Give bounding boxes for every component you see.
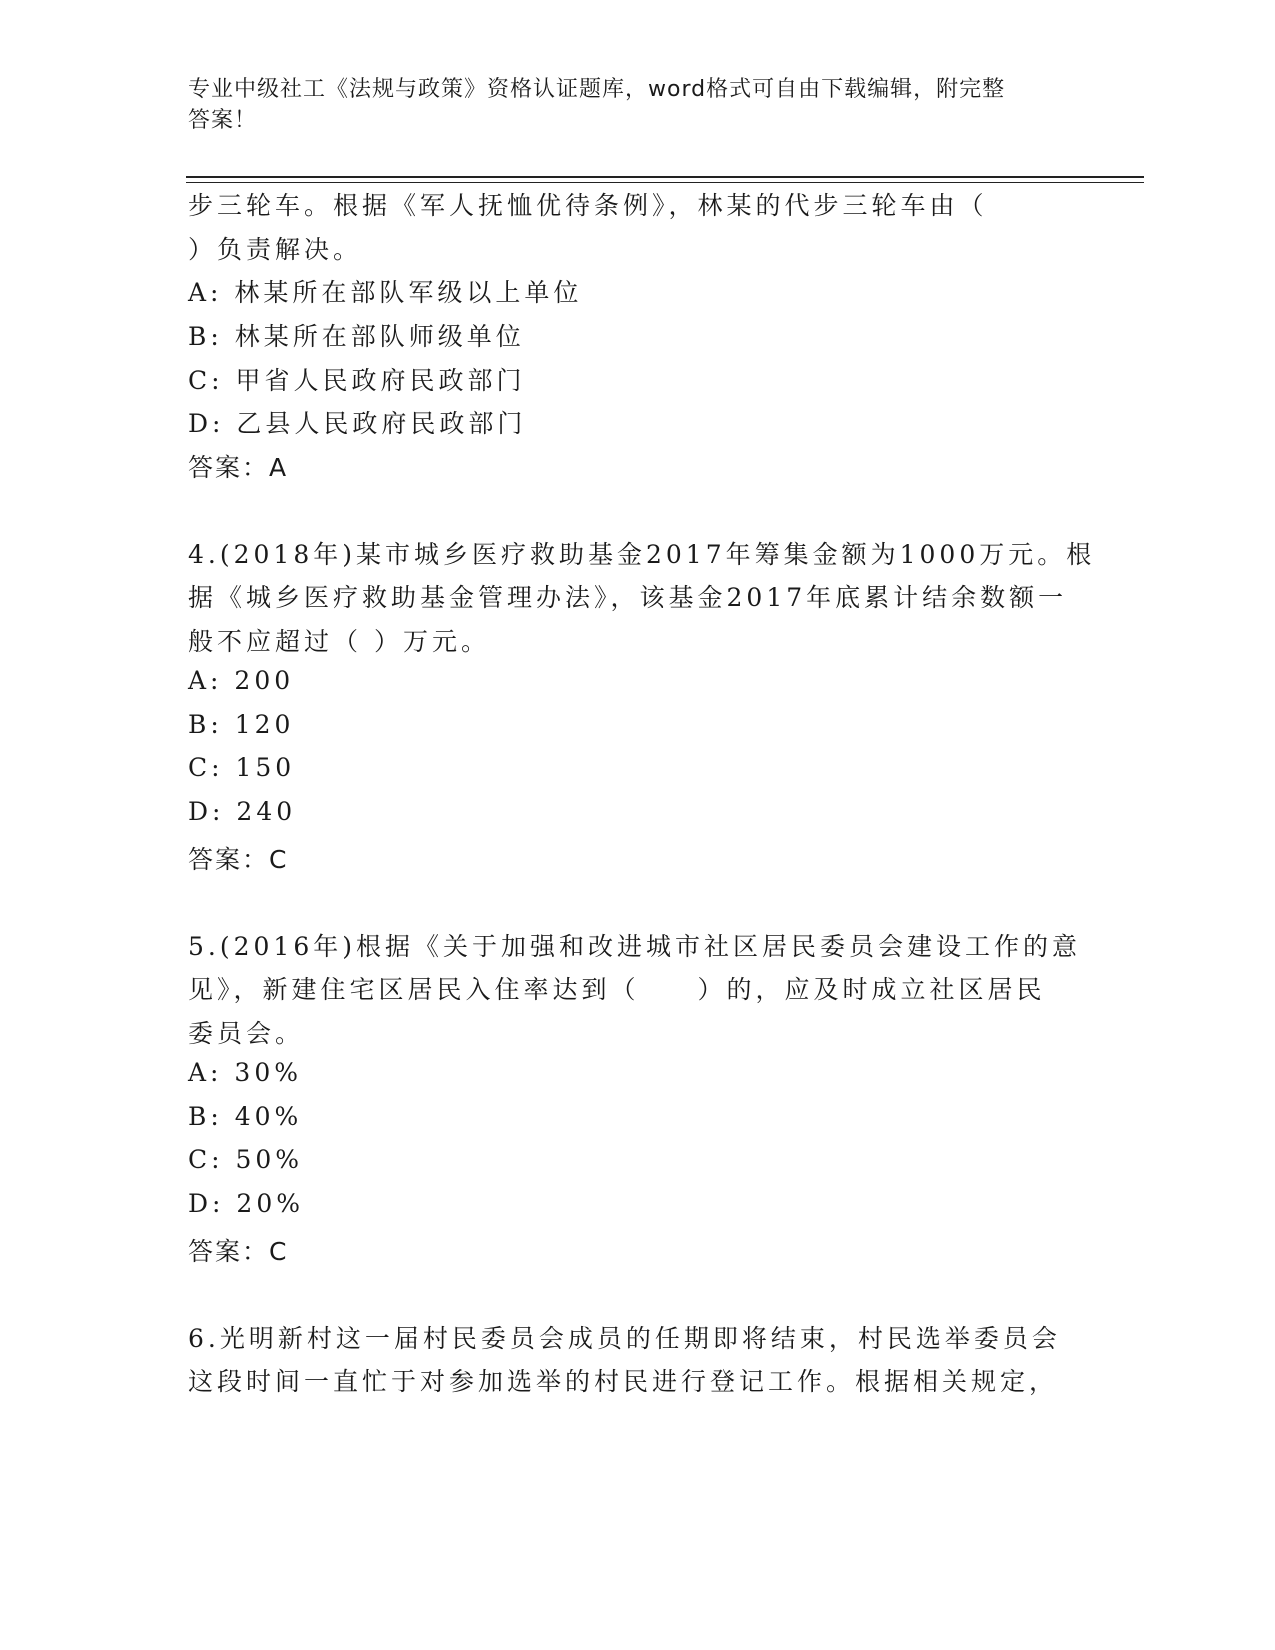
option-a: A: 林某所在部队军级以上单位	[188, 278, 583, 307]
option-d: D: 20%	[188, 1189, 304, 1218]
option-d: D: 乙县人民政府民政部门	[188, 409, 527, 438]
option-a: A: 30%	[188, 1058, 302, 1087]
question-stem-line: 见》，新建住宅区居民入住率达到（ ）的，应及时成立社区居民	[188, 975, 1046, 1004]
option-b: B: 林某所在部队师级单位	[188, 322, 525, 351]
question-stem-line: ）负责解决。	[188, 235, 363, 264]
question-stem-line: 6.光明新村这一届村民委员会成员的任期即将结束，村民选举委员会	[188, 1324, 1061, 1353]
header-divider-thick	[186, 176, 1144, 178]
option-d: D: 240	[188, 797, 297, 826]
question-stem-line: 4.(2018年)某市城乡医疗救助基金2017年筹集金额为1000万元。根	[188, 540, 1096, 569]
option-b: B: 120	[188, 710, 295, 739]
question-stem-line: 5.(2016年)根据《关于加强和改进城市社区居民委员会建设工作的意	[188, 932, 1081, 961]
question-stem-line: 这段时间一直忙于对参加选举的村民进行登记工作。根据相关规定，	[188, 1367, 1059, 1396]
option-b: B: 40%	[188, 1102, 303, 1131]
option-c: C: 甲省人民政府民政部门	[188, 366, 526, 395]
option-c: C: 50%	[188, 1145, 304, 1174]
question-stem-line: 步三轮车。根据《军人抚恤优待条例》，林某的代步三轮车由（	[188, 191, 988, 220]
question-stem-line: 般不应超过（ ）万元。	[188, 627, 490, 656]
answer-line: 答案：A	[188, 453, 289, 482]
question-stem-line: 据《城乡医疗救助基金管理办法》，该基金2017年底累计结余数额一	[188, 583, 1068, 612]
page-header	[188, 74, 1068, 136]
answer-line: 答案：C	[188, 1237, 289, 1266]
answer-line: 答案：C	[188, 845, 289, 874]
option-c: C: 150	[188, 753, 296, 782]
question-stem-line: 委员会。	[188, 1019, 305, 1048]
header-line-1: 专业中级社工《法规与政策》资格认证题库，word格式可自由下载编辑，附完整	[188, 77, 1006, 102]
header-divider-thin	[186, 182, 1144, 183]
option-a: A: 200	[188, 666, 295, 695]
header-line-2: 答案！	[188, 108, 258, 133]
